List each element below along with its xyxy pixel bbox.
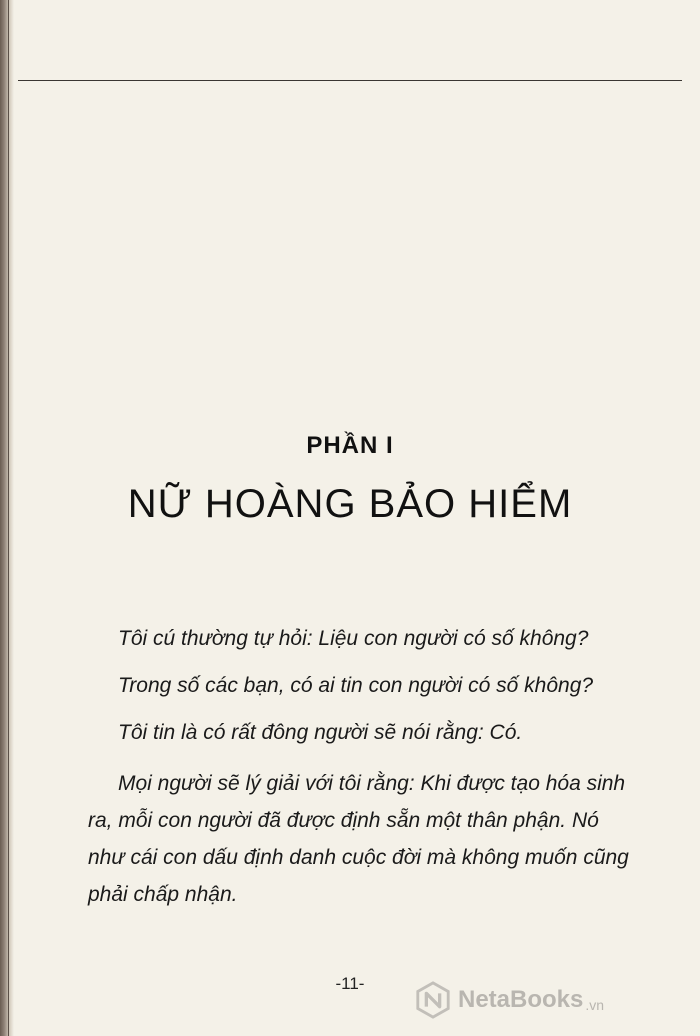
header-rule (18, 80, 682, 81)
chapter-title: NỮ HOÀNG BẢO HIỂM (127, 482, 573, 526)
page-number: -11- (335, 974, 365, 993)
netabooks-watermark (414, 974, 700, 1026)
paragraph-2: Trong số các bạn, có ai tin con người có số không? (118, 674, 594, 697)
brand-suffix: .vn (585, 997, 605, 1013)
paragraph-3: Tôi tin là có rất đông người sẽ nói rằng: Có. (118, 721, 523, 744)
brand-name: NetaBooks (458, 986, 584, 1013)
netabooks-logo-icon (414, 981, 452, 1019)
paragraph-1: Tôi cú thường tự hỏi: Liệu con người có số không? (118, 627, 589, 650)
body-text (88, 620, 638, 913)
paragraph-4: Mọi người sẽ lý giải với tôi rằng: Khi được tạo hóa sinh ra, mỗi con người đã được định sẵn một thân phận. Nó như cái con dấu định danh cuộc đời mà không muốn cũng phải chấp nhận. (88, 772, 629, 906)
part-label: PHẦN I (306, 432, 394, 459)
